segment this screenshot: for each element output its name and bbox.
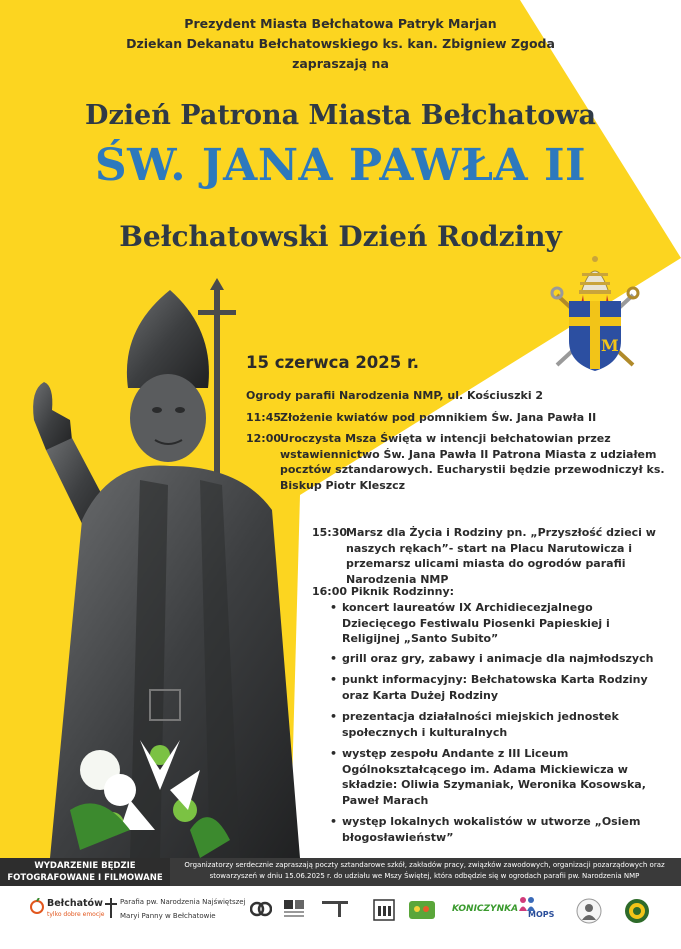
schedule-text: Złożenie kwiatów pod pomnikiem Św. Jana Pawła II xyxy=(280,411,597,424)
organizer-mayor: Prezydent Miasta Bełchatowa Patryk Marjan xyxy=(184,16,497,31)
schedule-time: 12:00 xyxy=(246,432,282,445)
picnic-list xyxy=(330,600,660,845)
list-item: • prezentacja działalności miejskich jednostek społecznych i kulturalnych xyxy=(330,710,619,739)
portrait-seal-icon xyxy=(576,898,602,924)
bullet-icon: • xyxy=(330,673,338,686)
papal-coat-of-arms-icon xyxy=(545,253,645,375)
list-item: • punkt informacyjny: Bełchatowska Karta Rodziny oraz Karta Dużej Rodziny xyxy=(330,673,648,702)
bullet-icon: • xyxy=(330,815,338,828)
picnic-heading: 16:00 Piknik Rodzinny: xyxy=(312,585,455,598)
schedule-item xyxy=(312,525,662,587)
bullet-icon: • xyxy=(330,651,338,665)
parish-name-line1: Parafia pw. Narodzenia Najświętszej xyxy=(120,898,246,906)
belchatow-apple-icon xyxy=(30,898,44,914)
organizer-dean: Dziekan Dekanatu Bełchatowskiego ks. kan. Zbigniew Zgoda xyxy=(126,36,555,51)
list-item: • koncert laureatów IX Archidiecezjalnego Dziecięcego Festiwalu Piosenki Papieskiej i Religijnej „Santo Subito” xyxy=(330,601,610,645)
event-venue: Ogrody parafii Narodzenia NMP, ul. Kościuszki 2 xyxy=(246,389,544,402)
list-item: • grill oraz gry, zabawy i animacje dla najmłodszych xyxy=(330,651,654,665)
patron-title: ŚW. JANA PAWŁA II xyxy=(94,140,587,191)
culture-center-logo-icon xyxy=(320,898,350,920)
svg-text:M: M xyxy=(601,336,619,355)
event-date: 15 czerwca 2025 r. xyxy=(246,353,420,372)
schedule-time: 11:45 xyxy=(246,411,282,424)
bullet-icon: • xyxy=(330,710,338,723)
bullet-icon: • xyxy=(330,601,338,614)
parish-name-line2: Maryi Panny w Bełchatowie xyxy=(120,912,216,920)
schedule-text: Uroczysta Msza Święta w intencji bełchatowian przez wstawiennictwo Św. Jana Pawła II Patrona Miasta z udziałem pocztów sztandarowych. Eucharystii będzie przewodniczył ks. Biskup Piotr Kleszcz xyxy=(280,432,665,492)
belchatow-name: Bełchatów xyxy=(47,898,103,909)
green-seal-icon xyxy=(624,898,650,924)
belchatow-slogan: tylko dobre emocje xyxy=(47,911,105,918)
bullet-icon: • xyxy=(330,747,338,760)
mops-logo: MOPS xyxy=(514,896,554,922)
footer-note: Organizatorzy serdecznie zapraszają poczty sztandarowe szkół, zakładów pracy, związków zawodowych, organizacji pozarządowych oraz stowarzyszeń w dniu 15.06.2025 r. do udziału we Mszy Świętej, która odbędzie się w ogrodach parafii pw. Narodzenia NMP xyxy=(184,861,665,880)
organization-logo-icon xyxy=(250,898,272,920)
parish-cross-icon xyxy=(104,898,118,918)
schedule-item xyxy=(246,410,681,426)
list-item: • występ zespołu Andante z III Liceum Ogólnokształcącego im. Adama Mickiewicza w składzie: Oliwia Szymaniak, Weronika Kosowska, Paweł Marach xyxy=(330,747,646,807)
schedule-item xyxy=(246,431,681,493)
family-logo-icon xyxy=(408,898,436,922)
event-subtitle: Bełchatowski Dzień Rodziny xyxy=(119,220,562,253)
organizers-block xyxy=(0,14,681,74)
pce-logo-icon xyxy=(282,898,308,922)
schedule-time: 15:30 xyxy=(312,526,348,539)
konczynka-logo: KONICZYNKA xyxy=(452,904,519,914)
recording-notice: WYDARZENIE BĘDZIE FOTOGRAFOWANE I FILMOWANE xyxy=(0,858,170,886)
invitation-text: zapraszają na xyxy=(292,56,389,71)
list-item: • występ lokalnych wokalistów w utworze „Osiem błogosławieństw” xyxy=(330,815,641,844)
schedule-text: Marsz dla Życia i Rodziny pn. „Przyszłość dzieci w naszych rękach”- start na Placu Narutowicza i przemarsz ulicami miasta do ogrodów parafii Narodzenia NMP xyxy=(346,526,656,586)
museum-logo-icon xyxy=(372,898,396,922)
event-title: Dzień Patrona Miasta Bełchatowa xyxy=(85,100,596,131)
